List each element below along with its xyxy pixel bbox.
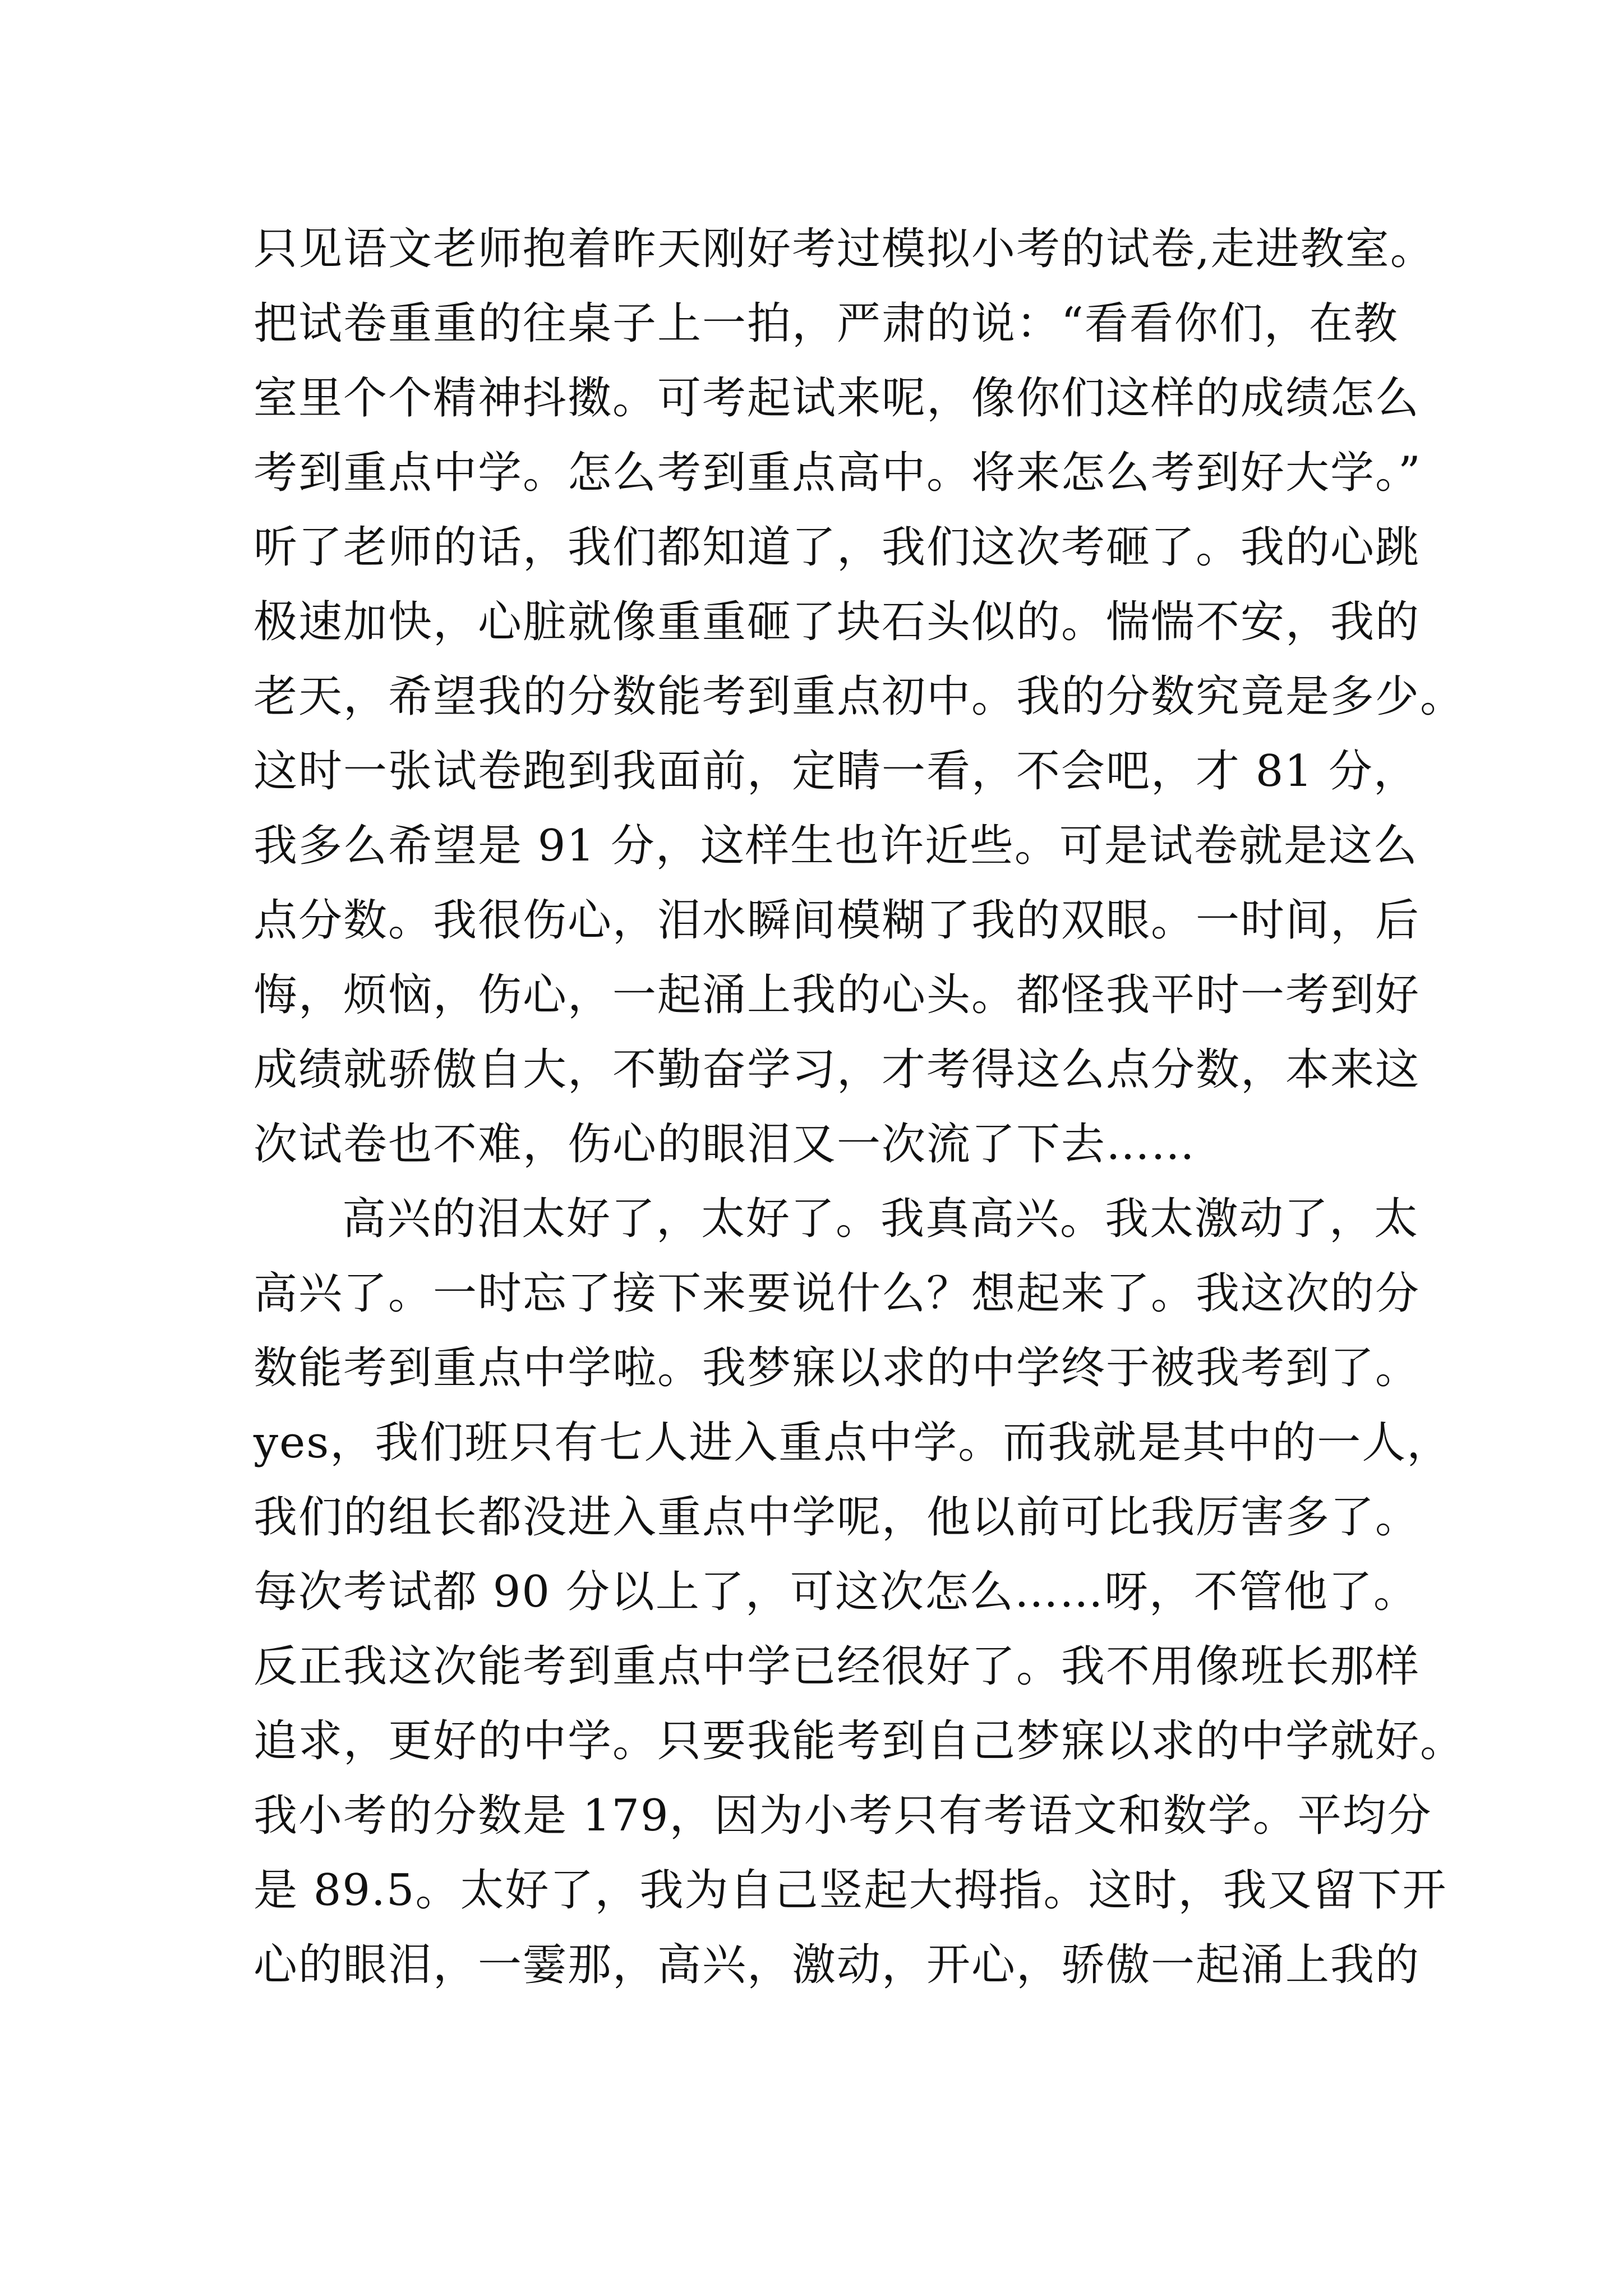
text-line: 心的眼泪，一霎那，高兴，激动，开心，骄傲一起涌上我的 [253, 1940, 1421, 1990]
text-line: 成绩就骄傲自大，不勤奋学习，才考得这么点分数，本来这 [253, 1045, 1421, 1095]
essay-text [253, 212, 1465, 2003]
text-line: 把试卷重重的往桌子上一拍，严肃的说：“看看你们，在教 [253, 298, 1399, 349]
text-line: 是 89.5。太好了，我为自己竖起大拇指。这时，我又留下开 [253, 1865, 1447, 1916]
text-line: 每次考试都 90 分以上了，可这次怎么……呀，不管他了。 [253, 1567, 1418, 1617]
text-line: 点分数。我很伤心，泪水瞬间模糊了我的双眼。一时间，后 [253, 895, 1421, 946]
text-line: 老天，希望我的分数能考到重点初中。我的分数究竟是多少。 [253, 671, 1465, 722]
text-line: 次试卷也不难，伤心的眼泪又一次流了下去…… [253, 1119, 1196, 1170]
text-line: 极速加快，心脏就像重重砸了块石头似的。惴惴不安，我的 [253, 597, 1421, 647]
text-line: 高兴了。一时忘了接下来要说什么？想起来了。我这次的分 [253, 1268, 1421, 1319]
text-line: 室里个个精神抖擞。可考起试来呢，像你们这样的成绩怎么 [253, 373, 1421, 424]
text-line: 追求，更好的中学。只要我能考到自己梦寐以求的中学就好。 [253, 1716, 1465, 1766]
text-line: 听了老师的话，我们都知道了，我们这次考砸了。我的心跳 [253, 522, 1421, 573]
text-line: yes，我们班只有七人进入重点中学。而我就是其中的一人， [253, 1418, 1452, 1468]
text-line: 反正我这次能考到重点中学已经很好了。我不用像班长那样 [253, 1641, 1421, 1692]
text-line: 悔，烦恼，伤心，一起涌上我的心头。都怪我平时一考到好 [253, 970, 1421, 1020]
text-line: 我们的组长都没进入重点中学呢，他以前可比我厉害多了。 [253, 1492, 1421, 1543]
text-line: 考到重点中学。怎么考到重点高中。将来怎么考到好大学。” [253, 448, 1422, 498]
text-line: 我多么希望是 91 分，这样生也许近些。可是试卷就是这么 [253, 821, 1418, 871]
text-line: 这时一张试卷跑到我面前，定睛一看，不会吧，才 81 分， [253, 746, 1418, 797]
text-line: 只见语文老师抱着昨天刚好考过模拟小考的试卷,走进教室。 [253, 224, 1435, 274]
text-line: 数能考到重点中学啦。我梦寐以求的中学终于被我考到了。 [253, 1343, 1421, 1393]
paragraph-first-line: 高兴的泪太好了，太好了。我真高兴。我太激动了，太 [342, 1194, 1419, 1244]
text-line: 我小考的分数是 179，因为小考只有考语文和数学。平均分 [253, 1791, 1432, 1841]
